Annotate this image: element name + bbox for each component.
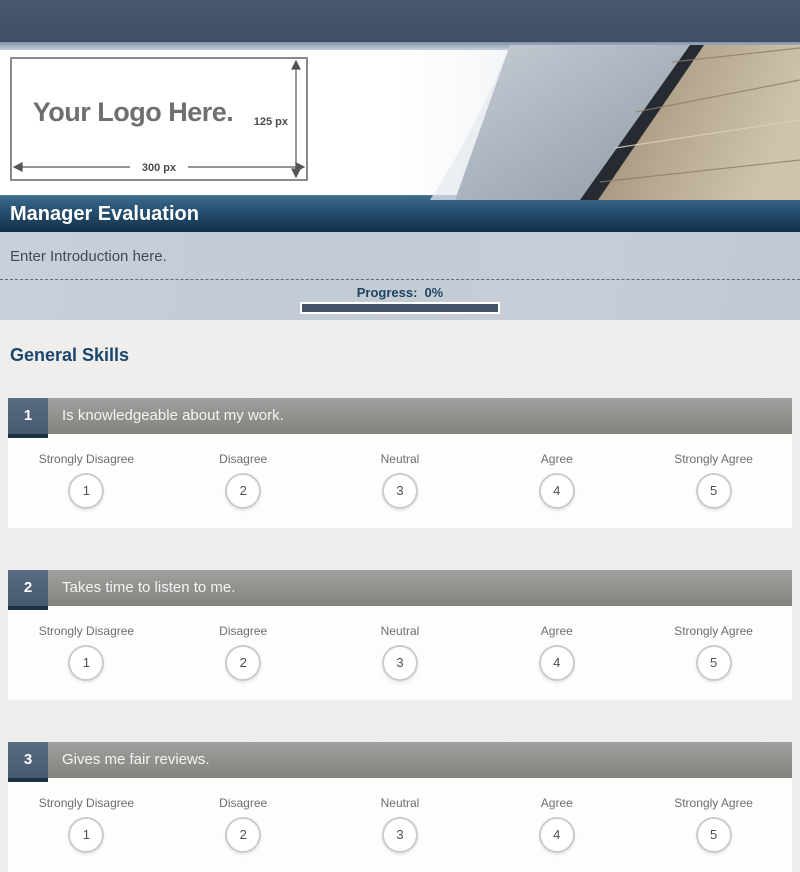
scale-option-label: Strongly Disagree — [38, 624, 135, 638]
survey-title: Manager Evaluation — [10, 203, 199, 225]
scale-option-circle[interactable]: 2 — [225, 645, 261, 681]
scale-option — [8, 434, 165, 528]
scale-option — [478, 434, 635, 528]
question-number: 3 — [8, 742, 48, 782]
progress-percentage: 0% — [424, 285, 444, 300]
scale-option-circle[interactable]: 5 — [696, 473, 732, 509]
question-number: 2 — [8, 570, 48, 610]
survey-content — [0, 345, 800, 842]
logo-placeholder[interactable] — [10, 57, 308, 181]
scale-option — [635, 434, 792, 528]
scale-option-label: Agree — [540, 452, 573, 466]
question-text: Is knowledgeable about my work. — [48, 398, 792, 434]
scale-option-circle[interactable]: 3 — [382, 473, 418, 509]
scale-option-label: Disagree — [219, 624, 268, 638]
question-list — [8, 398, 792, 872]
scale-option-circle[interactable]: 4 — [539, 645, 575, 681]
question-header — [8, 742, 792, 778]
scale-option-circle[interactable]: 5 — [696, 645, 732, 681]
likert-scale — [8, 778, 792, 872]
scale-option-label: Strongly Agree — [674, 796, 753, 810]
dashed-separator — [0, 279, 800, 280]
logo-height-label: 125 px — [253, 116, 288, 128]
scale-option — [8, 606, 165, 700]
question-card — [8, 570, 792, 700]
progress-caption: Progress: — [356, 285, 418, 300]
scale-option-circle[interactable]: 2 — [225, 473, 261, 509]
question-header — [8, 398, 792, 434]
likert-scale — [8, 434, 792, 528]
question-text: Takes time to listen to me. — [48, 570, 792, 606]
scale-option — [635, 606, 792, 700]
progress-label — [0, 285, 800, 300]
scale-option-circle[interactable]: 1 — [68, 645, 104, 681]
scale-option-circle[interactable]: 3 — [382, 817, 418, 853]
scale-option-label: Agree — [540, 796, 573, 810]
scale-option — [635, 778, 792, 872]
architecture-banner-photo — [400, 50, 800, 195]
question-number: 1 — [8, 398, 48, 438]
scale-option — [165, 778, 322, 872]
top-navigation-bar — [0, 0, 800, 42]
logo-placeholder-text: Your Logo Here. — [32, 96, 234, 127]
question-card — [8, 742, 792, 872]
survey-title-bar — [0, 195, 800, 232]
scale-option-label: Agree — [540, 624, 573, 638]
logo-dimension-arrows — [12, 59, 306, 179]
scale-option — [478, 778, 635, 872]
scale-option-circle[interactable]: 4 — [539, 473, 575, 509]
scale-option-label: Strongly Disagree — [38, 452, 135, 466]
scale-option-circle[interactable]: 4 — [539, 817, 575, 853]
introduction-text[interactable]: Enter Introduction here. — [10, 248, 167, 265]
scale-option — [8, 778, 165, 872]
scale-option-circle[interactable]: 3 — [382, 645, 418, 681]
scale-option-label: Neutral — [380, 796, 420, 810]
scale-option-label: Disagree — [219, 452, 268, 466]
scale-option-label: Disagree — [219, 796, 268, 810]
scale-option-circle[interactable]: 2 — [225, 817, 261, 853]
question-text: Gives me fair reviews. — [48, 742, 792, 778]
scale-option — [165, 434, 322, 528]
scale-option-label: Neutral — [380, 624, 420, 638]
question-header — [8, 570, 792, 606]
scale-option-label: Strongly Disagree — [38, 796, 135, 810]
scale-option-label: Strongly Agree — [674, 624, 753, 638]
scale-option-circle[interactable]: 1 — [68, 473, 104, 509]
scale-option-circle[interactable]: 1 — [68, 817, 104, 853]
scale-option — [322, 778, 479, 872]
scale-option-label: Strongly Agree — [674, 452, 753, 466]
scale-option-circle[interactable]: 5 — [696, 817, 732, 853]
question-card — [8, 398, 792, 528]
progress-bar — [300, 302, 500, 314]
section-title: General Skills — [10, 345, 130, 365]
survey-header-banner — [0, 50, 800, 195]
scale-option — [478, 606, 635, 700]
introduction-band — [0, 232, 800, 320]
scale-option — [165, 606, 322, 700]
scale-option — [322, 606, 479, 700]
scale-option-label: Neutral — [380, 452, 420, 466]
logo-width-label: 300 px — [141, 162, 177, 174]
scale-option — [322, 434, 479, 528]
likert-scale — [8, 606, 792, 700]
